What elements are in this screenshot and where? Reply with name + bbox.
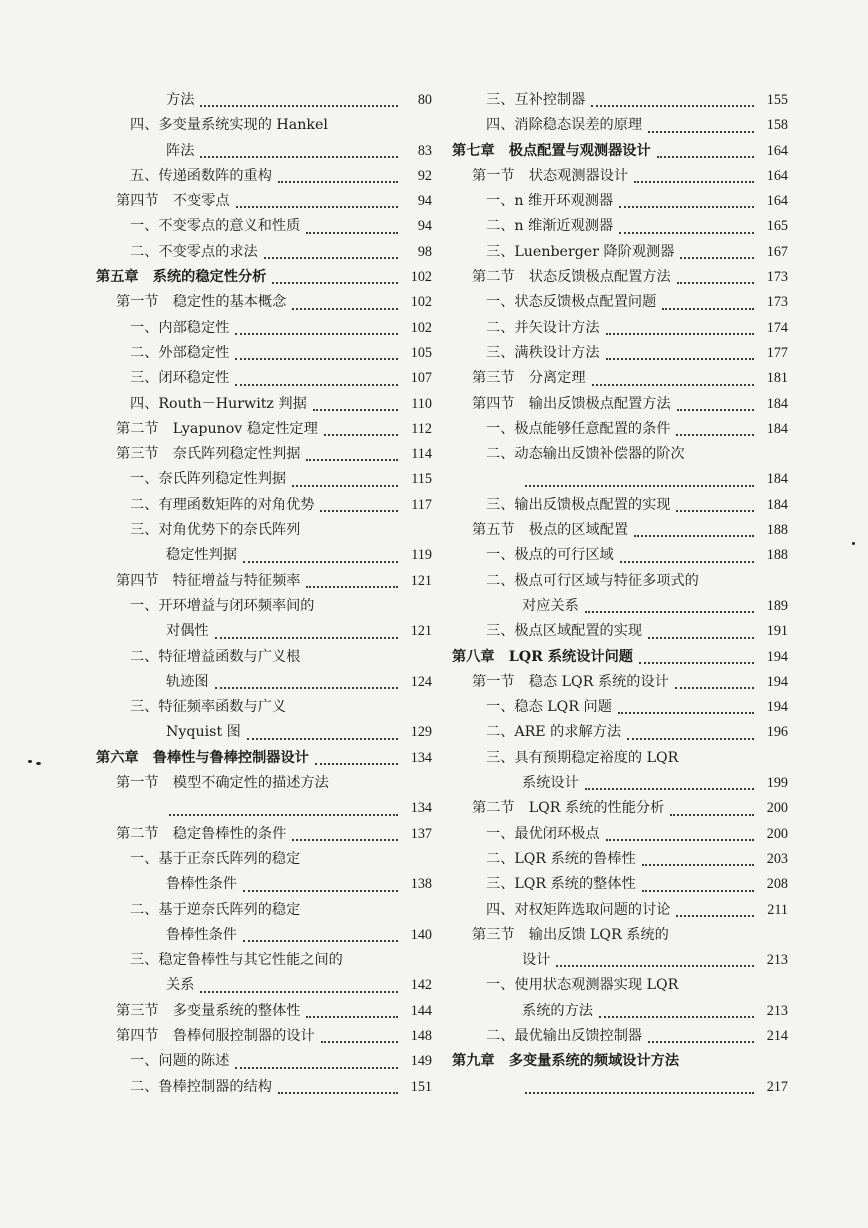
toc-entry-title: 三、输出反馈极点配置的实现 <box>486 493 672 518</box>
dot-leader <box>306 206 398 233</box>
toc-entry-title: 第一节 模型不确定性的描述方法 <box>116 771 331 796</box>
toc-page-number: 94 <box>398 214 432 239</box>
toc-entry <box>96 822 432 847</box>
toc-entry-title: 二、基于逆奈氏阵列的稳定 <box>130 898 302 923</box>
dot-leader <box>264 232 398 259</box>
toc-entry-title: 二、外部稳定性 <box>130 341 231 366</box>
toc-page-number: 149 <box>398 1049 432 1074</box>
toc-entry-title: 二、极点可行区域与特征多项式的 <box>486 569 701 594</box>
toc-entry <box>96 670 432 695</box>
dot-leader <box>321 1016 398 1043</box>
dot-leader <box>235 358 398 385</box>
toc-page-number: 115 <box>398 467 432 492</box>
toc-entry-title: 一、最优闭环极点 <box>486 822 602 847</box>
dot-leader <box>522 1067 754 1094</box>
dot-leader <box>599 991 754 1018</box>
toc-entry-title: 一、n 维开环观测器 <box>486 189 615 214</box>
dot-leader <box>235 1041 398 1068</box>
dot-leader <box>215 611 398 638</box>
toc-entry-title: 二、特征增益函数与广义根 <box>130 645 302 670</box>
toc-entry-title: 三、闭环稳定性 <box>130 366 231 391</box>
toc-page-number: 98 <box>398 240 432 265</box>
toc-entry <box>96 569 432 594</box>
dot-leader <box>236 181 398 208</box>
toc-entry-title: 一、奈氏阵列稳定性判据 <box>130 467 288 492</box>
toc-entry-title: 第四节 特征增益与特征频率 <box>116 569 302 594</box>
toc-entry-title: 轨迹图 <box>166 670 211 695</box>
toc-page-number: 140 <box>398 923 432 948</box>
toc-page-number: 173 <box>754 265 788 290</box>
toc-page-number: 173 <box>754 290 788 315</box>
toc-entry-title: 阵法 <box>166 139 196 164</box>
dot-leader <box>243 535 398 562</box>
toc-page-number: 110 <box>398 392 432 417</box>
dot-leader <box>619 206 754 233</box>
toc-entry-title: 三、Luenberger 降阶观测器 <box>486 240 676 265</box>
toc-entry-title: 二、有理函数矩阵的对角优势 <box>130 493 316 518</box>
toc-entry-title: 三、稳定鲁棒性与其它性能之间的 <box>130 948 345 973</box>
dot-leader <box>292 459 398 486</box>
toc-entry-title: 第一节 稳态 LQR 系统的设计 <box>472 670 671 695</box>
dot-leader <box>634 156 754 183</box>
toc-page-number: 164 <box>754 164 788 189</box>
toc-entry-title: 一、不变零点的意义和性质 <box>130 214 302 239</box>
toc-entry-title: 鲁棒性条件 <box>166 923 239 948</box>
dot-leader <box>677 257 754 284</box>
dot-leader <box>292 282 398 309</box>
toc-entry-title: 对应关系 <box>522 594 581 619</box>
toc-page-number: 107 <box>398 366 432 391</box>
dot-leader <box>606 308 754 335</box>
toc-entry-title: 四、多变量系统实现的 Hankel <box>130 113 330 138</box>
dot-leader <box>676 409 754 436</box>
toc-entry-title <box>522 1075 524 1100</box>
dot-leader <box>215 662 398 689</box>
toc-page-number: 124 <box>398 670 432 695</box>
toc-entry-title: 第九章 多变量系统的频域设计方法 <box>452 1049 681 1074</box>
dot-leader <box>247 712 398 739</box>
dot-leader <box>675 662 754 689</box>
toc-entry-title: 方法 <box>166 88 196 113</box>
toc-page-number: 102 <box>398 265 432 290</box>
toc-page-number: 164 <box>754 139 788 164</box>
dot-leader <box>235 333 398 360</box>
toc-page-number: 200 <box>754 822 788 847</box>
toc-entry-title: 第三节 输出反馈 LQR 系统的 <box>472 923 671 948</box>
toc-entry-title: 第五章 系统的稳定性分析 <box>96 265 268 290</box>
toc-entry-title: 第一节 稳定性的基本概念 <box>116 290 288 315</box>
toc-entry-title: 第二节 LQR 系统的性能分析 <box>472 796 666 821</box>
toc-entry-title: 四、对权矩阵选取问题的讨论 <box>486 898 672 923</box>
dot-leader <box>320 485 398 512</box>
toc-entry-title: 一、开环增益与闭环频率间的 <box>130 594 316 619</box>
dot-leader <box>306 991 398 1018</box>
dot-leader <box>315 738 398 765</box>
toc-page-number: 191 <box>754 619 788 644</box>
toc-page-number: 184 <box>754 493 788 518</box>
toc-entry-title: 一、使用状态观测器实现 LQR <box>486 973 680 998</box>
toc-page-number: 144 <box>398 999 432 1024</box>
toc-page-number: 117 <box>398 493 432 518</box>
toc-page-number: 129 <box>398 720 432 745</box>
toc-page-number: 114 <box>398 442 432 467</box>
toc-entry-title: 第三节 多变量系统的整体性 <box>116 999 302 1024</box>
dot-leader <box>680 232 754 259</box>
toc-entry-title: 设计 <box>522 948 552 973</box>
toc-entry-title: 第四节 输出反馈极点配置方法 <box>472 392 673 417</box>
dot-leader <box>657 131 754 158</box>
toc-entry-title: 关系 <box>166 973 196 998</box>
toc-entry-title: 二、LQR 系统的鲁棒性 <box>486 847 638 872</box>
toc-entry-title: 三、具有预期稳定裕度的 LQR <box>486 746 680 771</box>
toc-page-number: 213 <box>754 999 788 1024</box>
toc-entry-title: 第二节 Lyapunov 稳定性定理 <box>116 417 320 442</box>
toc-entry-title: 三、满秩设计方法 <box>486 341 602 366</box>
dot-leader <box>620 535 754 562</box>
toc-page-number: 155 <box>754 88 788 113</box>
toc-entry-title: 系统的方法 <box>522 999 595 1024</box>
dot-leader <box>243 915 398 942</box>
dot-leader <box>522 459 754 486</box>
toc-entry <box>452 543 788 568</box>
toc-entry-title: 第四节 不变零点 <box>116 189 232 214</box>
toc-entry-title: 第二节 状态反馈极点配置方法 <box>472 265 673 290</box>
toc-page-number: 158 <box>754 113 788 138</box>
toc-entry <box>452 898 788 923</box>
dot-leader <box>642 864 754 891</box>
dot-leader <box>200 80 398 107</box>
toc-page-number: 80 <box>398 88 432 113</box>
toc-entry <box>452 948 788 973</box>
toc-page-number: 94 <box>398 189 432 214</box>
dot-leader <box>235 308 398 335</box>
toc-entry <box>96 872 432 897</box>
toc-page-number: 181 <box>754 366 788 391</box>
toc-entry-title: 第三节 奈氏阵列稳定性判据 <box>116 442 302 467</box>
toc-entry-title: 三、LQR 系统的整体性 <box>486 872 638 897</box>
toc-entry-title: 系统设计 <box>522 771 581 796</box>
toc-page-number: 112 <box>398 417 432 442</box>
dot-leader <box>292 814 398 841</box>
toc-page-number: 188 <box>754 543 788 568</box>
toc-page-number: 121 <box>398 569 432 594</box>
dot-leader <box>619 181 754 208</box>
toc-page-number: 214 <box>754 1024 788 1049</box>
toc-entry-title: 五、传递函数阵的重构 <box>130 164 274 189</box>
dot-leader <box>627 712 754 739</box>
toc-entry-title: 三、特征频率函数与广义 <box>130 695 288 720</box>
dot-leader <box>243 864 398 891</box>
dot-leader <box>556 940 754 967</box>
toc-page-number: 102 <box>398 290 432 315</box>
toc-entry <box>96 923 432 948</box>
dot-leader <box>306 561 398 588</box>
toc-page-number: 165 <box>754 214 788 239</box>
toc-entry-title: 一、状态反馈极点配置问题 <box>486 290 658 315</box>
toc-entry-title: 第一节 状态观测器设计 <box>472 164 630 189</box>
toc-entry-title: 第二节 稳定鲁棒性的条件 <box>116 822 288 847</box>
scan-speck <box>36 762 41 765</box>
toc-entry-title: 三、互补控制器 <box>486 88 587 113</box>
dot-leader <box>585 763 754 790</box>
dot-leader <box>306 434 398 461</box>
toc-page-number: 217 <box>754 1075 788 1100</box>
toc-entry <box>452 1075 788 1100</box>
toc-entry-title: 稳定性判据 <box>166 543 239 568</box>
dot-leader <box>272 257 398 284</box>
toc-page-number: 102 <box>398 316 432 341</box>
toc-page-number: 83 <box>398 139 432 164</box>
toc-entry <box>96 88 432 113</box>
dot-leader <box>618 687 754 714</box>
toc-entry-title <box>166 796 168 821</box>
toc-entry-title: 三、极点区域配置的实现 <box>486 619 644 644</box>
toc-entry-title: 二、最优输出反馈控制器 <box>486 1024 644 1049</box>
toc-entry-title: 第五节 极点的区域配置 <box>472 518 630 543</box>
toc-page-number: 208 <box>754 872 788 897</box>
toc-page-number: 142 <box>398 973 432 998</box>
toc-entry-title: 鲁棒性条件 <box>166 872 239 897</box>
dot-leader <box>591 80 754 107</box>
toc-entry-title: 二、ARE 的求解方法 <box>486 720 623 745</box>
toc-entry <box>96 1075 432 1100</box>
dot-leader <box>592 358 754 385</box>
toc-page-number: 203 <box>754 847 788 872</box>
toc-entry-title: 对偶性 <box>166 619 211 644</box>
toc-page-number: 148 <box>398 1024 432 1049</box>
toc-entry-title: 第三节 分离定理 <box>472 366 588 391</box>
toc-page-number: 184 <box>754 467 788 492</box>
toc-entry-title: 二、不变零点的求法 <box>130 240 260 265</box>
toc-page-number: 164 <box>754 189 788 214</box>
dot-leader <box>278 156 398 183</box>
toc-entry-title <box>522 467 524 492</box>
dot-leader <box>324 409 398 436</box>
toc-entry-title: 二、并矢设计方法 <box>486 316 602 341</box>
toc-entry-title: 一、基于正奈氏阵列的稳定 <box>130 847 302 872</box>
toc-page-number: 137 <box>398 822 432 847</box>
dot-leader <box>676 485 754 512</box>
toc-page-number: 151 <box>398 1075 432 1100</box>
toc-page-number: 121 <box>398 619 432 644</box>
toc-page-number: 184 <box>754 417 788 442</box>
dot-leader <box>648 611 754 638</box>
toc-entry-title: 第八章 LQR 系统设计问题 <box>452 645 635 670</box>
toc-page-number: 200 <box>754 796 788 821</box>
dot-leader <box>676 890 754 917</box>
toc-page-number: 134 <box>398 746 432 771</box>
dot-leader <box>278 1067 398 1094</box>
toc-entry-title: 二、鲁棒控制器的结构 <box>130 1075 274 1100</box>
dot-leader <box>662 282 754 309</box>
toc-entry-title: 三、对角优势下的奈氏阵列 <box>130 518 302 543</box>
toc-entry <box>452 720 788 745</box>
dot-leader <box>648 1016 754 1043</box>
dot-leader <box>634 510 754 537</box>
dot-leader <box>606 814 754 841</box>
toc-entry-title: 第四节 鲁棒伺服控制器的设计 <box>116 1024 317 1049</box>
toc-entry-title: 一、内部稳定性 <box>130 316 231 341</box>
dot-leader <box>606 333 754 360</box>
toc-entry-title: 四、Routh－Hurwitz 判据 <box>130 392 309 417</box>
toc-right-column <box>452 88 788 1100</box>
dot-leader <box>313 384 398 411</box>
dot-leader <box>670 788 754 815</box>
dot-leader <box>642 839 754 866</box>
toc-entry <box>452 417 788 442</box>
toc-entry-title: 二、n 维渐近观测器 <box>486 214 615 239</box>
dot-leader <box>166 788 398 815</box>
toc-page-number: 194 <box>754 670 788 695</box>
toc-entry-title: 二、动态输出反馈补偿器的阶次 <box>486 442 687 467</box>
toc-entry <box>452 1024 788 1049</box>
toc-page-number: 211 <box>754 898 788 923</box>
dot-leader <box>200 131 398 158</box>
toc-page-number: 188 <box>754 518 788 543</box>
toc-entry-title: 四、消除稳态误差的原理 <box>486 113 644 138</box>
toc-page-number: 174 <box>754 316 788 341</box>
toc-entry <box>96 493 432 518</box>
toc-entry-title: Nyquist 图 <box>166 720 243 745</box>
toc-page-number: 199 <box>754 771 788 796</box>
toc-page-number: 184 <box>754 392 788 417</box>
toc-left-column <box>96 88 432 1100</box>
toc-entry-title: 一、极点的可行区域 <box>486 543 616 568</box>
toc-page-number: 213 <box>754 948 788 973</box>
toc-entry-title: 一、稳态 LQR 问题 <box>486 695 614 720</box>
toc-page-number: 189 <box>754 594 788 619</box>
dot-leader <box>677 384 754 411</box>
dot-leader <box>639 637 754 664</box>
toc-page-number: 105 <box>398 341 432 366</box>
dot-leader <box>585 586 754 613</box>
toc-entry-title: 一、问题的陈述 <box>130 1049 231 1074</box>
toc-page-number: 138 <box>398 872 432 897</box>
dot-leader <box>648 105 754 132</box>
toc-page-number: 177 <box>754 341 788 366</box>
toc-page-number: 194 <box>754 645 788 670</box>
toc-page-number: 134 <box>398 796 432 821</box>
toc-entry-title: 第七章 极点配置与观测器设计 <box>452 139 653 164</box>
toc-entry-title: 第六章 鲁棒性与鲁棒控制器设计 <box>96 746 311 771</box>
toc-page-number: 92 <box>398 164 432 189</box>
dot-leader <box>200 965 398 992</box>
toc-chapter-entry <box>96 746 432 771</box>
toc-entry <box>96 619 432 644</box>
scan-speck <box>28 760 32 763</box>
scan-speck <box>852 542 855 545</box>
toc-page-number: 167 <box>754 240 788 265</box>
toc-page-number: 119 <box>398 543 432 568</box>
toc-page-number: 194 <box>754 695 788 720</box>
toc-page-number: 196 <box>754 720 788 745</box>
toc-entry-title: 一、极点能够任意配置的条件 <box>486 417 672 442</box>
